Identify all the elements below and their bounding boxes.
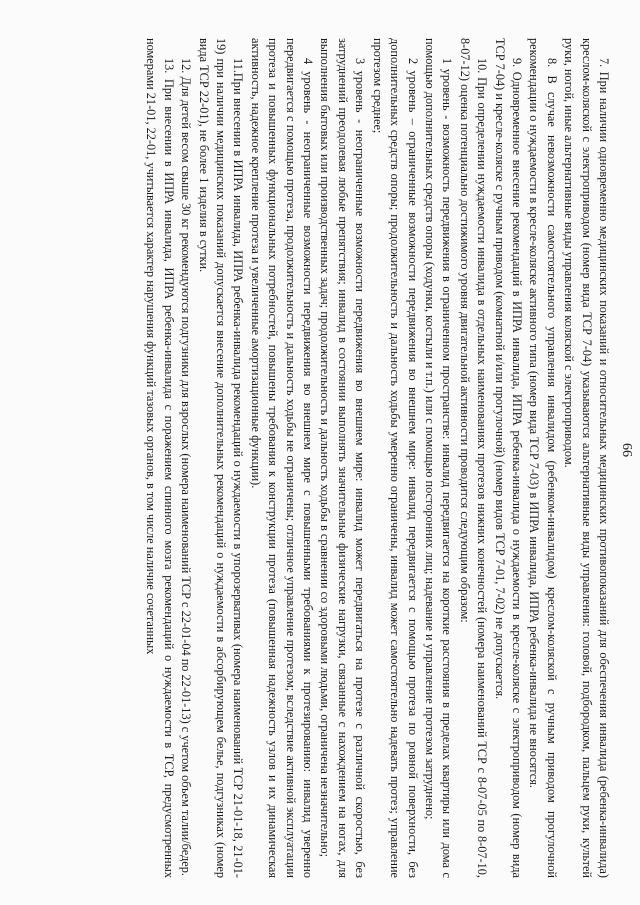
paragraph-level-4: 4 уровень - неограниченные возможности передвижения во внешнем мире с повышенными требованиями к протезированию: инвалид уверенно передвигается с помощью протеза, продолжительность и дальность ходьбы не ограничены; отличное управление протезом; вследствие активной эксплуатации протеза и повышенных функциональных потребностей, повышены требования к конструкции протеза (повышенная надежность узлов и их динамическая активность, надежное крепление протеза и увеличенные амортизационные функции). — [248, 38, 316, 878]
page-number: 66 — [619, 443, 634, 457]
document-body — [12, 38, 612, 878]
paragraph-13: 13. При внесении в ИПРА инвалида, ИПРА ребенка-инвалида с поражением спинного мозга рекомендаций о нуждаемости в ТСР, предусмотренных номерами 21-01, 22-01, учитывается характер нарушения функций тазовых органов, в том числе наличие сочетанных — [144, 38, 176, 878]
paragraph-level-2: 2 уровень – ограниченные возможности передвижения во внешнем мире: инвалид передвигается с помощью протеза по ровной поверхности, без дополнительных средств опоры; продолжительность и дальность ходьбы умеренно ограничены, инвалид может самостоятельно надевать протез; управление протезом среднее; — [370, 38, 420, 878]
paragraph-level-1: 1 уровень - возможность передвижения в ограниченном пространстве: инвалид передвигается на короткие расстояния в пределах квартиры или дома с помощью дополнительных средств опоры (ходунки, костыли и т.п.) или с помощью посторонних лиц; надевание и управление протезом затруднено; — [422, 38, 455, 878]
paragraph-7: 7. При наличии одновременно медицинских показаний и относительных медицинских противопоказаний для обеспечения инвалида (ребенка-инвалида) креслом-коляской с электроприводом (номер вида ТСР 7-04) указываются альтернативные виды управления: головой, подбородком, пальцем руки, культей руки, ногой, иные альтернативные виды управления коляской с электроприводом. — [562, 38, 611, 878]
paragraph-11: 11.При внесении в ИПРА инвалида, ИПРА ребенка-инвалида рекомендаций о нуждаемости в упорозервативах (номера наименований ТСР 21-01-18, 21-01-19) при наличии медицинских показаний допускается внесение дополнительных рекомендаций о нуждаемости в абсорбирующем белье, подгузниках (номер вида ТСР 22-01), не более 1 изделия в сутки. — [196, 38, 246, 878]
paragraph-10: 10. При определении нуждаемости инвалида в отдельных наименованиях протезов нижних конечностей (номера наименований ТСР с 8-07-05 по 8-07-10, 8-07-12) оценка потенциально достижимого уровня двигательной активности проводится следующим образом: — [457, 38, 490, 878]
paragraph-12: 12. Для детей весом свыше 30 кг рекомендуются подгузники для взрослых (номера наименований ТСР с 22-01-04 по 22-01-13) с учетом объем талии/бедер. — [179, 58, 194, 876]
paragraph-9: 9. Одновременное внесение рекомендаций в ИПРА инвалида, ИПРА ребенка-инвалида о нуждаемости в кресле-коляске с электроприводом (номер вида ТСР 7-04) и кресле-коляске с ручным приводом (комнатной и/или прогулочной) (номер видов ТСР 7-01, 7-02) не допускается. — [492, 38, 524, 878]
paragraph-level-3: 3 уровень - неограниченные возможности передвижения во внешнем мире: инвалид может передвигаться на протезе с различной скоростью, без затруднений преодолевая любые препятствия; инвалид в состоянии выполнять значительные физические нагрузки, связанные с нахождением на ногах, для выполнения бытовых или производственных задач; продолжительность и дальность ходьбы в сравнении со здоровыми людьми, ограничена незначительно; — [318, 38, 368, 878]
paragraph-8: 8. В случае невозможности самостоятельного управления инвалидом (ребенком-инвалидом) креслом-коляской с ручным приводом прогулочной рекомендации о нуждаемости в кресле-коляске активного типа (номер вида ТСР 7-03) в ИПРА инвалида, ИПРА ребенка-инвалида не вносятся. — [527, 38, 559, 878]
